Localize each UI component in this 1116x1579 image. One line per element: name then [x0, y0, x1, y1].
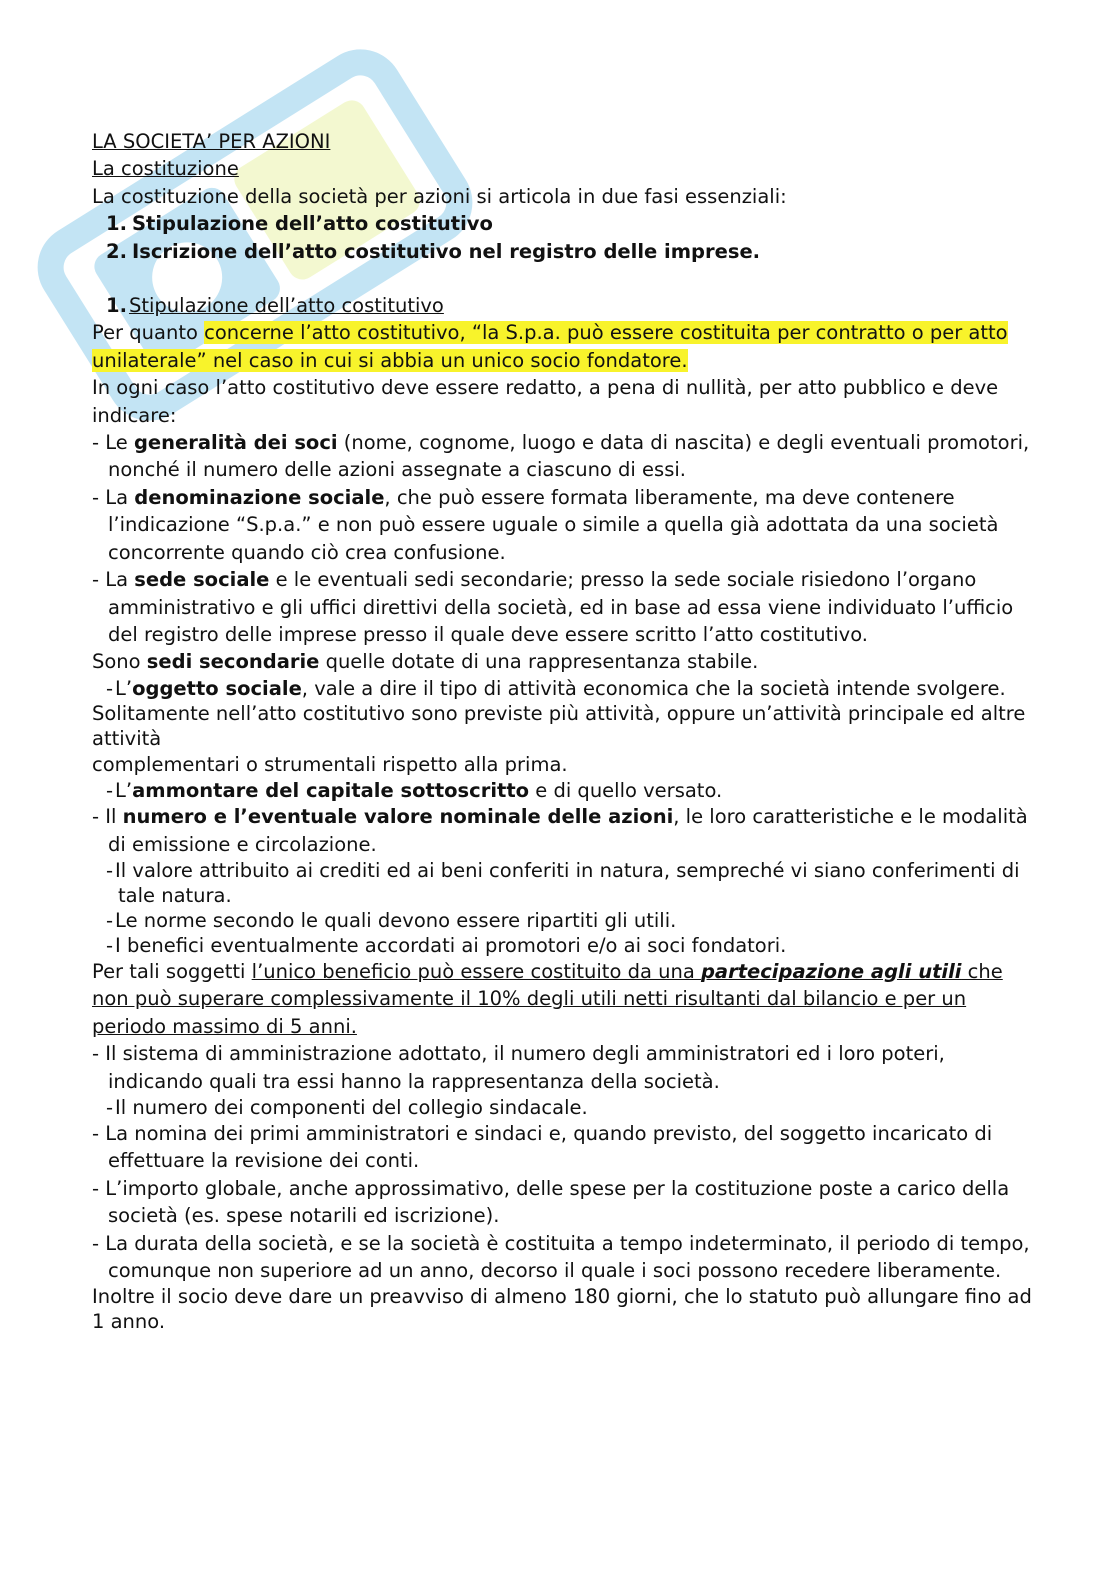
- list-item: - Il numero dei componenti del collegio sindacale.: [106, 1095, 588, 1119]
- list-item: - La nomina dei primi amministratori e sindaci e, quando previsto, del soggetto incaricato di effettuare la revisione dei conti.: [92, 1121, 993, 1173]
- intro-paragraph: La costituzione della società per azioni si articola in due fasi essenziali:: [92, 184, 787, 208]
- highlighted-text: concerne l’atto costitutivo, “la S.p.a. può essere costituita per contratto o per atto unilaterale” nel caso in cui si abbia un unico socio fondatore.: [92, 321, 1008, 372]
- list-item: - Il valore attribuito ai crediti ed ai beni conferiti in natura, sempreché vi siano conferimenti di tale natura.: [106, 858, 1020, 907]
- page-title: LA SOCIETA’ PER AZIONI: [92, 130, 331, 153]
- list-item: - L’oggetto sociale, vale a dire il tipo di attività economica che la società intende svolgere.: [106, 676, 1006, 700]
- section-subtitle: La costituzione: [92, 157, 239, 181]
- paragraph-atto: Per quanto concerne l’atto costitutivo, “la S.p.a. può essere costituita per contratto o per atto unilaterale” nel caso in cui si abbia un unico socio fondatore.: [92, 321, 1008, 372]
- list-item: - I benefici eventualmente accordati ai promotori e/o ai soci fondatori.: [106, 933, 787, 957]
- list-item: - L’importo globale, anche approssimativo, delle spese per la costituzione poste a carico della società (es. spese notarili ed iscrizione).: [92, 1176, 1010, 1228]
- list-item: - La sede sociale e le eventuali sedi secondarie; presso la sede sociale risiedono l’organo amministrativo e gli uffici direttivi della società, ed in base ad essa viene individuato l’ufficio del registro delle imprese presso il quale deve essere scritto l’atto costitutivo.: [92, 568, 1014, 646]
- paragraph-solitamente-cont: complementari o strumentali rispetto alla prima.: [92, 752, 568, 776]
- list-item: - La denominazione sociale, che può essere formata liberamente, ma deve contenere l’indicazione “S.p.a.” e non può essere uguale o simile a quella già adottata da una società concorrente quando ciò crea confusione.: [92, 485, 999, 564]
- paragraph-soggetti: Per tali soggetti l’unico beneficio può essere costituito da una partecipazione agli utili che non può superare complessivamente il 10% degli utili netti risultanti dal bilancio e per un periodo massimo di 5 anni.: [92, 959, 1003, 1038]
- list-item: - La durata della società, e se la società è costituita a tempo indeterminato, il periodo di tempo, comunque non superiore ad un anno, decorso il quale i soci possono recedere liberamente.: [92, 1231, 1030, 1282]
- list-item: - Le norme secondo le quali devono essere ripartiti gli utili.: [106, 908, 677, 932]
- list-item: - L’ammontare del capitale sottoscritto e di quello versato.: [106, 779, 723, 803]
- phase-item: 1. Stipulazione dell’atto costitutivo: [106, 212, 493, 236]
- paragraph-inoltre: Inoltre il socio deve dare un preavviso di almeno 180 giorni, che lo statuto può allungare fino ad 1 anno.: [92, 1285, 1032, 1334]
- paragraph-solitamente: Solitamente nell’atto costitutivo sono previste più attività, oppure un’attività principale ed altre attività: [92, 701, 1026, 750]
- paragraph-sedi: Sono sedi secondarie quelle dotate di una rappresentanza stabile.: [92, 650, 759, 674]
- list-item: - Le generalità dei soci (nome, cognome, luogo e data di nascita) e degli eventuali promotori, nonché il numero delle azioni assegnate a ciascuno di essi.: [92, 431, 1030, 482]
- section-heading: 1. Stipulazione dell’atto costitutivo: [106, 294, 444, 318]
- phase-item: 2. Iscrizione dell’atto costitutivo nel registro delle imprese.: [106, 239, 761, 263]
- list-item: - Il numero e l’eventuale valore nominale delle azioni, le loro caratteristiche e le modalità di emissione e circolazione.: [92, 805, 1028, 856]
- list-item: - Il sistema di amministrazione adottato, il numero degli amministratori ed i loro poteri, indicando quali tra essi hanno la rappresentanza della società.: [92, 1042, 945, 1093]
- paragraph-ogni-caso: In ogni caso l’atto costitutivo deve essere redatto, a pena di nullità, per atto pubblico e deve indicare:: [92, 376, 999, 427]
- document-page: [92, 128, 1042, 1334]
